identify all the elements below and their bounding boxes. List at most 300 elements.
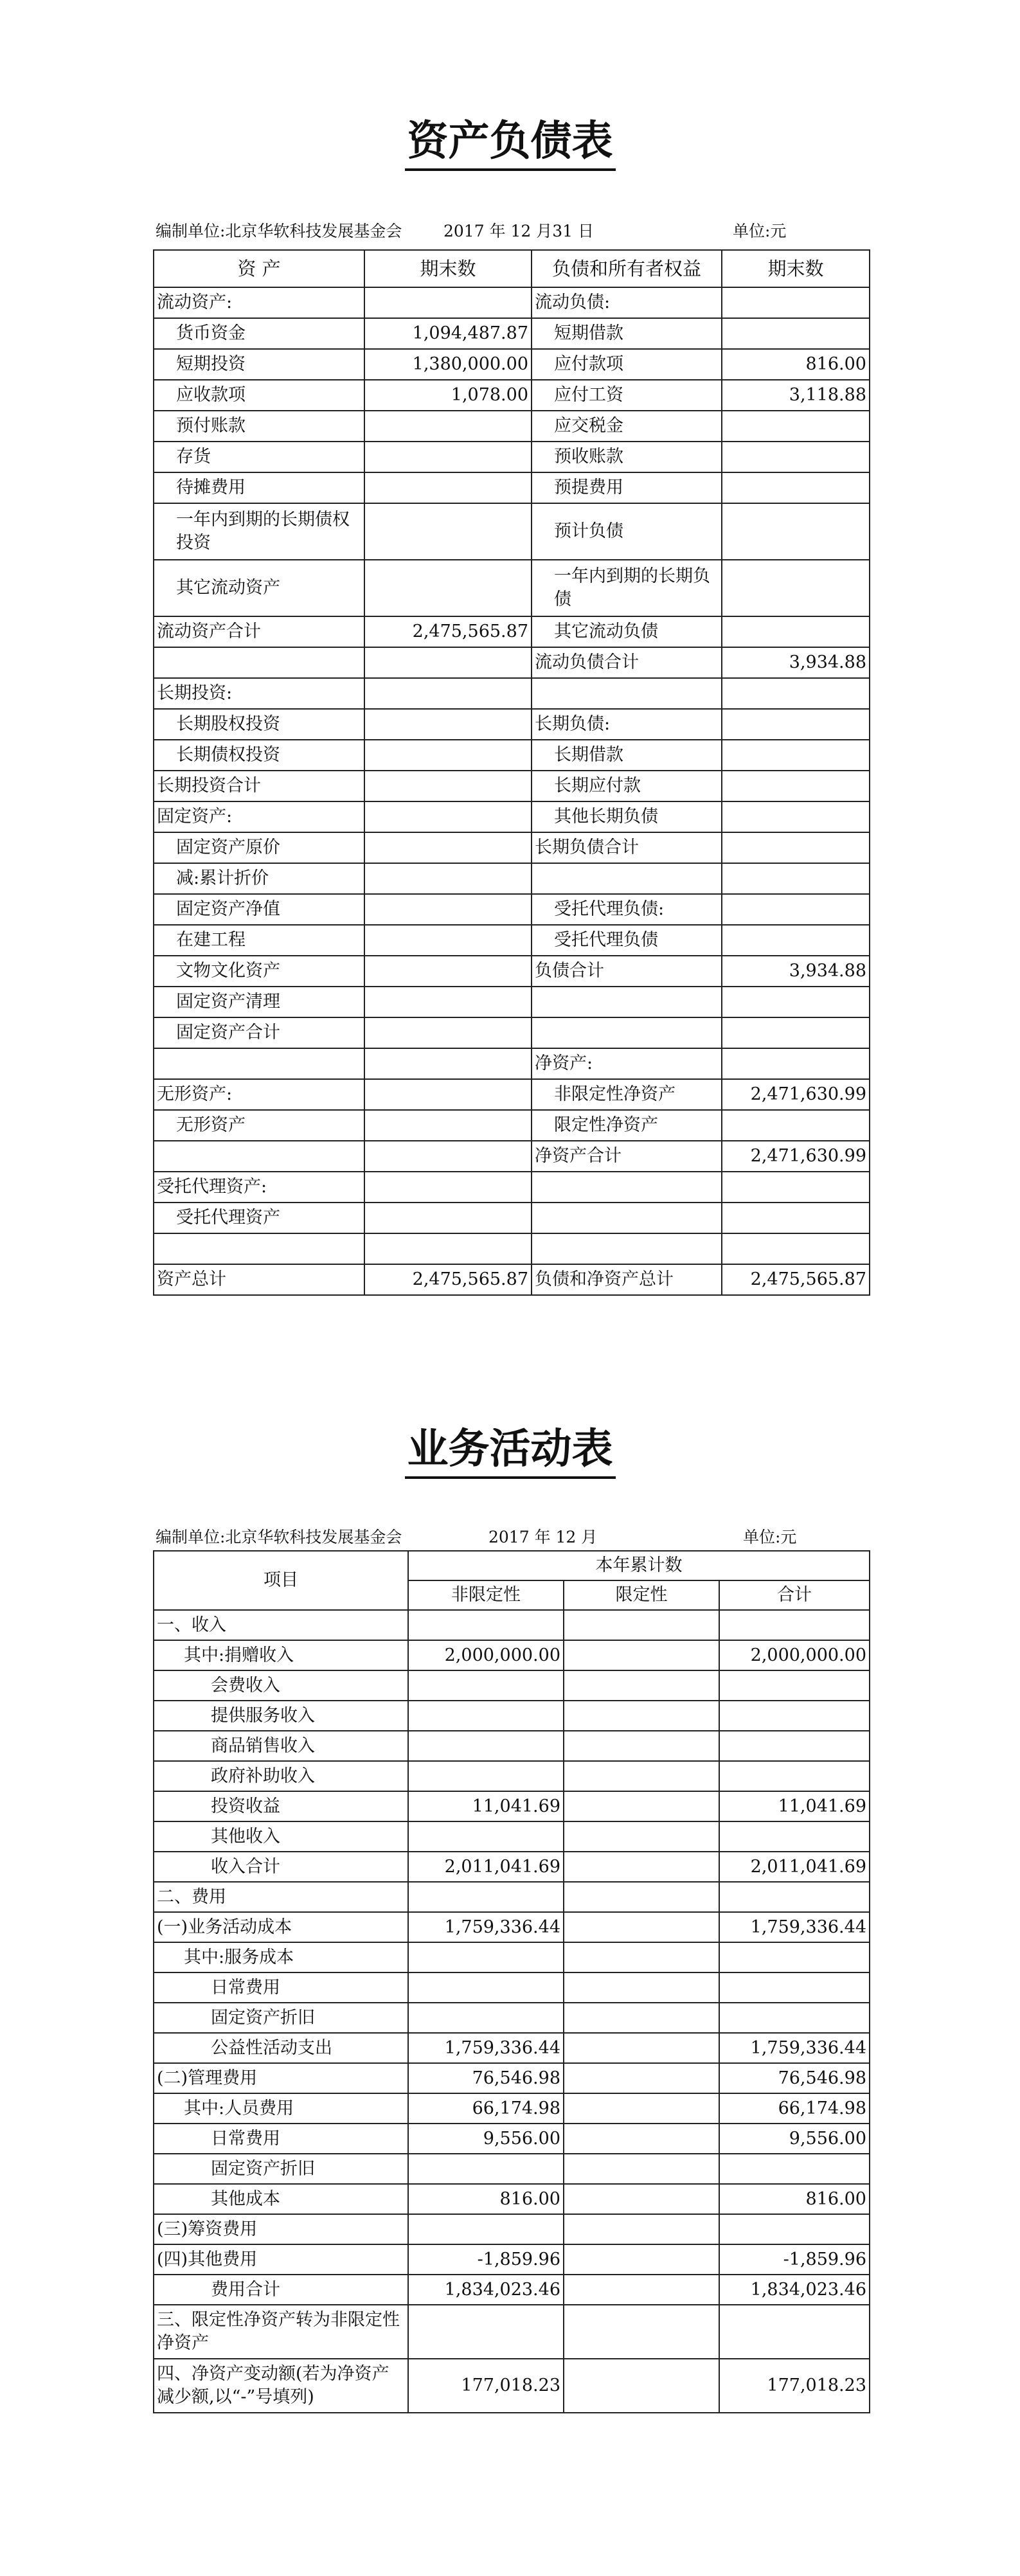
balance-sheet-row (154, 832, 870, 863)
amount-cell (364, 987, 532, 1017)
amount-cell (722, 925, 870, 956)
amount-cell (722, 1048, 870, 1079)
row-label: 商品销售收入 (154, 1731, 408, 1761)
row-label: 在建工程 (154, 925, 364, 956)
balance-sheet-row (154, 678, 870, 709)
balance-sheet-row (154, 442, 870, 472)
row-label (154, 1141, 364, 1172)
header-year-cumulative: 本年累计数 (408, 1551, 870, 1580)
amount-cell (564, 1640, 719, 1670)
balance-sheet-title: 资产负债表 (0, 116, 1020, 171)
amount-cell (722, 1233, 870, 1264)
amount-cell (722, 771, 870, 801)
row-label: 日常费用 (154, 2124, 408, 2154)
balance-sheet-row (154, 616, 870, 647)
row-label: 固定资产净值 (154, 894, 364, 925)
amount-cell (364, 925, 532, 956)
row-label (532, 1017, 722, 1048)
row-label (532, 863, 722, 894)
row-label: 货币资金 (154, 318, 364, 349)
amount-cell: 1,094,487.87 (364, 318, 532, 349)
balance-sheet-row (154, 503, 870, 560)
income-statement-row (154, 1701, 870, 1731)
header-liabilities-equity: 负债和所有者权益 (532, 250, 722, 287)
amount-cell (564, 2214, 719, 2244)
balance-sheet-body (154, 287, 870, 1295)
amount-cell (564, 1972, 719, 2003)
amount-cell (364, 709, 532, 740)
income-statement-row (154, 2184, 870, 2214)
row-label: 短期借款 (532, 318, 722, 349)
row-label (532, 987, 722, 1017)
amount-cell (719, 1670, 870, 1701)
amount-cell (564, 2305, 719, 2359)
balance-sheet-row (154, 287, 870, 318)
income-statement-row (154, 2275, 870, 2305)
income-statement-body (154, 1610, 870, 2413)
amount-cell: 1,759,336.44 (408, 2033, 564, 2063)
row-label: 无形资产 (154, 1110, 364, 1141)
balance-sheet-row (154, 709, 870, 740)
income-statement-row (154, 2063, 870, 2093)
amount-cell: 1,380,000.00 (364, 349, 532, 380)
row-label: 其中:捐赠收入 (154, 1640, 408, 1670)
balance-sheet-row (154, 1141, 870, 1172)
row-label: 长期股权投资 (154, 709, 364, 740)
amount-cell: 76,546.98 (408, 2063, 564, 2093)
balance-sheet-row (154, 1079, 870, 1110)
row-label: 固定资产原价 (154, 832, 364, 863)
amount-cell (564, 1791, 719, 1821)
amount-cell (364, 1141, 532, 1172)
amount-cell (364, 560, 532, 616)
amount-cell (408, 1701, 564, 1731)
income-statement-row (154, 2093, 870, 2124)
row-label: 待摊费用 (154, 472, 364, 503)
amount-cell: 2,475,565.87 (364, 1264, 532, 1295)
amount-cell (719, 1882, 870, 1912)
amount-cell (564, 2124, 719, 2154)
income-statement-row (154, 2154, 870, 2184)
row-label: 一、收入 (154, 1610, 408, 1640)
amount-cell (564, 1942, 719, 1972)
row-label (154, 1233, 364, 1264)
amount-cell (564, 2184, 719, 2214)
amount-cell (722, 987, 870, 1017)
amount-cell (722, 894, 870, 925)
row-label: 受托代理负债: (532, 894, 722, 925)
balance-sheet-row (154, 318, 870, 349)
amount-cell: 2,471,630.99 (722, 1079, 870, 1110)
header-liabilities-end-balance: 期末数 (722, 250, 870, 287)
amount-cell: 9,556.00 (408, 2124, 564, 2154)
row-label: 费用合计 (154, 2275, 408, 2305)
balance-sheet-row (154, 1048, 870, 1079)
amount-cell (364, 740, 532, 771)
amount-cell (719, 2003, 870, 2033)
balance-sheet-org: 编制单位:北京华软科技发展基金会 (156, 222, 402, 240)
balance-sheet-row (154, 1203, 870, 1233)
header-assets-end-balance: 期末数 (364, 250, 532, 287)
income-statement-row (154, 1942, 870, 1972)
balance-sheet-row (154, 1233, 870, 1264)
income-statement-row (154, 2214, 870, 2244)
row-label: 公益性活动支出 (154, 2033, 408, 2063)
balance-sheet-header-row (154, 250, 870, 287)
row-label: 其他收入 (154, 1821, 408, 1852)
balance-sheet-row (154, 472, 870, 503)
amount-cell (364, 647, 532, 678)
amount-cell (364, 1172, 532, 1203)
balance-sheet-row (154, 380, 870, 411)
amount-cell (364, 894, 532, 925)
amount-cell (408, 2154, 564, 2184)
amount-cell (364, 678, 532, 709)
row-label: 无形资产: (154, 1079, 364, 1110)
amount-cell (564, 2003, 719, 2033)
header-unrestricted: 非限定性 (408, 1580, 564, 1610)
amount-cell: 2,011,041.69 (719, 1852, 870, 1882)
balance-sheet-row (154, 647, 870, 678)
row-label: 应付工资 (532, 380, 722, 411)
income-statement-row (154, 2124, 870, 2154)
row-label: 长期债权投资 (154, 740, 364, 771)
amount-cell: 1,834,023.46 (719, 2275, 870, 2305)
amount-cell (719, 2154, 870, 2184)
amount-cell (722, 1017, 870, 1048)
row-label: 会费收入 (154, 1670, 408, 1701)
amount-cell (722, 503, 870, 560)
row-label: 一年内到期的长期债权投资 (154, 503, 364, 560)
amount-cell: 177,018.23 (719, 2359, 870, 2413)
amount-cell (364, 863, 532, 894)
amount-cell: 2,475,565.87 (722, 1264, 870, 1295)
income-statement-title: 业务活动表 (0, 1424, 1020, 1479)
balance-sheet-row (154, 771, 870, 801)
row-label: 其中:服务成本 (154, 1942, 408, 1972)
amount-cell (564, 2093, 719, 2124)
amount-cell (564, 1821, 719, 1852)
amount-cell (364, 1017, 532, 1048)
amount-cell: 9,556.00 (719, 2124, 870, 2154)
amount-cell: 2,475,565.87 (364, 616, 532, 647)
amount-cell: 66,174.98 (408, 2093, 564, 2124)
amount-cell (722, 560, 870, 616)
income-statement-header-row (154, 1551, 870, 1580)
balance-sheet-date: 2017 年 12 月31 日 (443, 222, 595, 240)
row-label: 长期应付款 (532, 771, 722, 801)
row-label: 长期负债: (532, 709, 722, 740)
row-label: 其中:人员费用 (154, 2093, 408, 2124)
row-label: 受托代理资产: (154, 1172, 364, 1203)
amount-cell (722, 801, 870, 832)
amount-cell (722, 678, 870, 709)
row-label: 预付账款 (154, 411, 364, 442)
income-statement-row (154, 2359, 870, 2413)
row-label: 应付款项 (532, 349, 722, 380)
balance-sheet-row (154, 894, 870, 925)
amount-cell: -1,859.96 (719, 2244, 870, 2275)
row-label: 受托代理资产 (154, 1203, 364, 1233)
amount-cell (719, 2305, 870, 2359)
balance-sheet-row (154, 560, 870, 616)
header-restricted: 限定性 (564, 1580, 719, 1610)
row-label: 流动资产合计 (154, 616, 364, 647)
amount-cell (364, 503, 532, 560)
income-statement-row (154, 2244, 870, 2275)
income-statement-row (154, 1972, 870, 2003)
amount-cell (364, 832, 532, 863)
amount-cell (564, 2359, 719, 2413)
balance-sheet-row (154, 1110, 870, 1141)
balance-sheet-row (154, 740, 870, 771)
amount-cell (408, 1731, 564, 1761)
amount-cell: 3,118.88 (722, 380, 870, 411)
amount-cell: 1,759,336.44 (719, 1912, 870, 1942)
row-label: 限定性净资产 (532, 1110, 722, 1141)
income-statement-row (154, 2305, 870, 2359)
amount-cell (722, 616, 870, 647)
row-label: 一年内到期的长期负债 (532, 560, 722, 616)
row-label: 短期投资 (154, 349, 364, 380)
amount-cell: 66,174.98 (719, 2093, 870, 2124)
amount-cell (722, 318, 870, 349)
row-label: 预提费用 (532, 472, 722, 503)
income-statement-row (154, 1882, 870, 1912)
amount-cell: 816.00 (722, 349, 870, 380)
header-total: 合计 (719, 1580, 870, 1610)
row-label: 四、净资产变动额(若为净资产减少额,以“-”号填列) (154, 2359, 408, 2413)
amount-cell: 76,546.98 (719, 2063, 870, 2093)
amount-cell: 1,759,336.44 (408, 1912, 564, 1942)
amount-cell (564, 1610, 719, 1640)
row-label: 提供服务收入 (154, 1701, 408, 1731)
row-label: (四)其他费用 (154, 2244, 408, 2275)
income-statement-table (153, 1550, 870, 2413)
income-statement-row (154, 1731, 870, 1761)
row-label: 净资产合计 (532, 1141, 722, 1172)
row-label: 其它流动资产 (154, 560, 364, 616)
amount-cell: 2,011,041.69 (408, 1852, 564, 1882)
balance-sheet-row (154, 863, 870, 894)
amount-cell (364, 1110, 532, 1141)
amount-cell: 1,759,336.44 (719, 2033, 870, 2063)
amount-cell (364, 472, 532, 503)
row-label: 减:累计折价 (154, 863, 364, 894)
income-statement-row (154, 1761, 870, 1791)
amount-cell (722, 709, 870, 740)
amount-cell (364, 801, 532, 832)
row-label: 收入合计 (154, 1852, 408, 1882)
balance-sheet-table (153, 249, 870, 1296)
balance-sheet-unit: 单位:元 (733, 222, 787, 240)
row-label: 预收账款 (532, 442, 722, 472)
amount-cell (408, 2305, 564, 2359)
income-statement-row (154, 1791, 870, 1821)
amount-cell (719, 2214, 870, 2244)
amount-cell (722, 411, 870, 442)
amount-cell (408, 1761, 564, 1791)
amount-cell (364, 771, 532, 801)
amount-cell (408, 2214, 564, 2244)
amount-cell (364, 1203, 532, 1233)
row-label: 固定资产: (154, 801, 364, 832)
amount-cell (564, 1882, 719, 1912)
amount-cell (719, 1731, 870, 1761)
row-label: 日常费用 (154, 1972, 408, 2003)
income-statement-row (154, 1852, 870, 1882)
row-label (532, 1233, 722, 1264)
amount-cell (719, 1701, 870, 1731)
amount-cell: 177,018.23 (408, 2359, 564, 2413)
row-label: 三、限定性净资产转为非限定性净资产 (154, 2305, 408, 2359)
header-item: 项目 (154, 1551, 408, 1610)
amount-cell (719, 1972, 870, 2003)
amount-cell (564, 2275, 719, 2305)
income-statement-date: 2017 年 12 月 (488, 1528, 598, 1546)
row-label: 流动负债: (532, 287, 722, 318)
balance-sheet-row (154, 925, 870, 956)
amount-cell (364, 1048, 532, 1079)
amount-cell: 1,834,023.46 (408, 2275, 564, 2305)
amount-cell: 816.00 (408, 2184, 564, 2214)
row-label: 负债合计 (532, 956, 722, 987)
amount-cell: 2,471,630.99 (722, 1141, 870, 1172)
row-label: 存货 (154, 442, 364, 472)
row-label: 固定资产清理 (154, 987, 364, 1017)
income-statement-row (154, 1640, 870, 1670)
amount-cell: 11,041.69 (719, 1791, 870, 1821)
income-statement-unit: 单位:元 (743, 1528, 797, 1546)
amount-cell (364, 287, 532, 318)
balance-sheet-row (154, 1017, 870, 1048)
amount-cell (722, 472, 870, 503)
income-statement-row (154, 1912, 870, 1942)
balance-sheet-row (154, 987, 870, 1017)
amount-cell (722, 863, 870, 894)
amount-cell (564, 1701, 719, 1731)
amount-cell (719, 1821, 870, 1852)
amount-cell: 3,934.88 (722, 647, 870, 678)
row-label: 其他成本 (154, 2184, 408, 2214)
amount-cell (364, 956, 532, 987)
amount-cell (719, 1610, 870, 1640)
amount-cell (408, 1972, 564, 2003)
amount-cell (564, 2033, 719, 2063)
row-label: 长期负债合计 (532, 832, 722, 863)
amount-cell (564, 2154, 719, 2184)
amount-cell (564, 1912, 719, 1942)
amount-cell (408, 1942, 564, 1972)
row-label: 固定资产折旧 (154, 2154, 408, 2184)
row-label: 受托代理负债 (532, 925, 722, 956)
row-label: 长期投资: (154, 678, 364, 709)
amount-cell (408, 1821, 564, 1852)
amount-cell (364, 1079, 532, 1110)
row-label (532, 1203, 722, 1233)
amount-cell (408, 1670, 564, 1701)
row-label: (二)管理费用 (154, 2063, 408, 2093)
row-label: 负债和净资产总计 (532, 1264, 722, 1295)
header-assets: 资 产 (154, 250, 364, 287)
row-label: 固定资产折旧 (154, 2003, 408, 2033)
amount-cell (564, 1761, 719, 1791)
balance-sheet-row (154, 956, 870, 987)
row-label (154, 647, 364, 678)
row-label (532, 678, 722, 709)
balance-sheet-row (154, 349, 870, 380)
income-statement-row (154, 1821, 870, 1852)
amount-cell (722, 1203, 870, 1233)
row-label: 政府补助收入 (154, 1761, 408, 1791)
amount-cell (722, 287, 870, 318)
row-label: 净资产: (532, 1048, 722, 1079)
amount-cell (722, 740, 870, 771)
amount-cell (564, 2244, 719, 2275)
amount-cell (364, 411, 532, 442)
amount-cell (564, 1670, 719, 1701)
row-label: 流动资产: (154, 287, 364, 318)
amount-cell (408, 1882, 564, 1912)
row-label: 长期投资合计 (154, 771, 364, 801)
income-statement-row (154, 2033, 870, 2063)
row-label: (三)筹资费用 (154, 2214, 408, 2244)
row-label: 其他长期负债 (532, 801, 722, 832)
amount-cell (364, 1233, 532, 1264)
row-label: 二、费用 (154, 1882, 408, 1912)
amount-cell (408, 1610, 564, 1640)
amount-cell: -1,859.96 (408, 2244, 564, 2275)
row-label: 其它流动负债 (532, 616, 722, 647)
row-label: 预计负债 (532, 503, 722, 560)
row-label (154, 1048, 364, 1079)
income-statement-row (154, 2003, 870, 2033)
amount-cell: 2,000,000.00 (719, 1640, 870, 1670)
balance-sheet-row (154, 801, 870, 832)
amount-cell: 1,078.00 (364, 380, 532, 411)
income-statement-row (154, 1610, 870, 1640)
row-label: 投资收益 (154, 1791, 408, 1821)
row-label (532, 1172, 722, 1203)
row-label: 流动负债合计 (532, 647, 722, 678)
row-label: 应收款项 (154, 380, 364, 411)
row-label: 资产总计 (154, 1264, 364, 1295)
amount-cell: 2,000,000.00 (408, 1640, 564, 1670)
row-label: 固定资产合计 (154, 1017, 364, 1048)
amount-cell: 816.00 (719, 2184, 870, 2214)
amount-cell: 11,041.69 (408, 1791, 564, 1821)
amount-cell (722, 1172, 870, 1203)
balance-sheet-row (154, 1264, 870, 1295)
row-label: 非限定性净资产 (532, 1079, 722, 1110)
amount-cell (722, 1110, 870, 1141)
amount-cell (719, 1942, 870, 1972)
row-label: (一)业务活动成本 (154, 1912, 408, 1942)
balance-sheet-row (154, 411, 870, 442)
row-label: 长期借款 (532, 740, 722, 771)
income-statement-row (154, 1670, 870, 1701)
row-label: 应交税金 (532, 411, 722, 442)
income-statement-org: 编制单位:北京华软科技发展基金会 (156, 1528, 402, 1546)
amount-cell (719, 1761, 870, 1791)
amount-cell (408, 2003, 564, 2033)
amount-cell (564, 2063, 719, 2093)
amount-cell (722, 442, 870, 472)
amount-cell (364, 442, 532, 472)
row-label: 文物文化资产 (154, 956, 364, 987)
amount-cell: 3,934.88 (722, 956, 870, 987)
balance-sheet-row (154, 1172, 870, 1203)
